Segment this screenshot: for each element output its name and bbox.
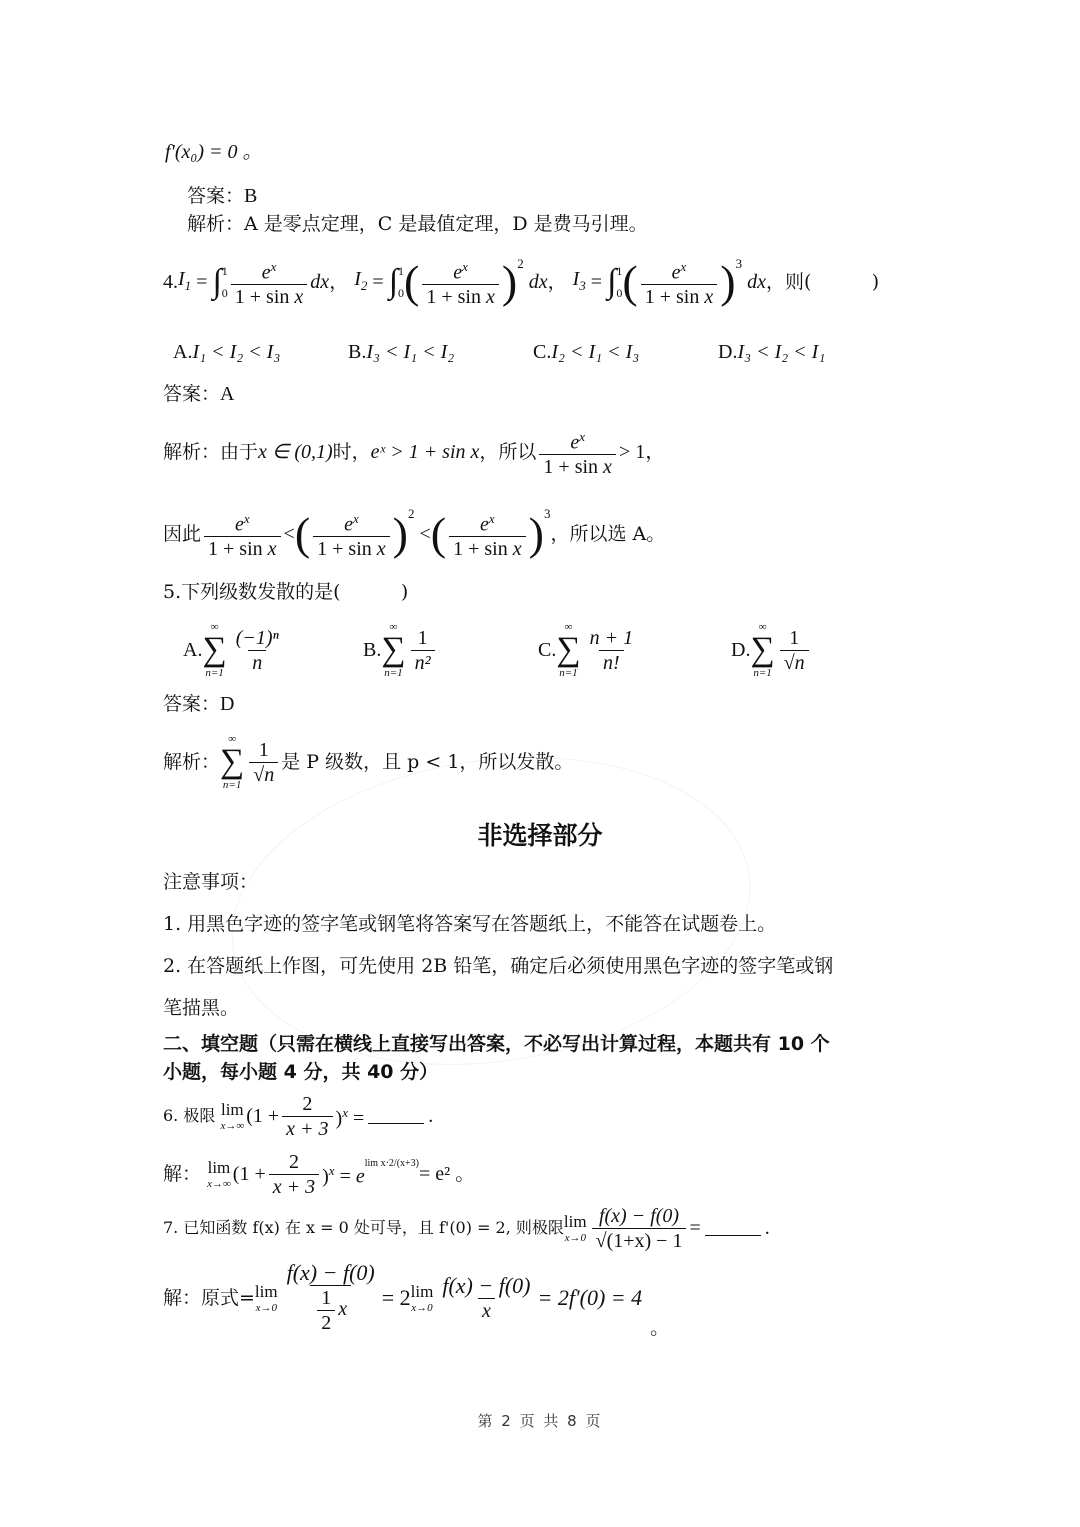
integral-icon: ∫ 1 0 [607, 263, 623, 300]
answer-label: 答案： [187, 185, 245, 207]
q5-option-a: A. ∞ ∑ n=1 $\frac{\text{(−1)ⁿ}}{n}$ [183, 621, 279, 679]
solution-label: 解：原式= [163, 1287, 255, 1309]
q4-analysis-2: 因此 $\frac{e^x}{\text{1 + sin x}}$ < ( $\frac{e^x}{\text{1 + sin x}}$ ) 2 < ( $\frac{e^x}{\text{1 + sin x}}$ ) 3 ，所以选 A。 [163, 506, 666, 561]
analysis-label: 解析： [187, 213, 245, 235]
q6-stem: 6. 极限 lim x→∞ (1 + $\frac{2}{x + 3}$ )$^x$ = . [163, 1092, 434, 1140]
analysis-math: > 1， [618, 441, 666, 463]
q7-result: = 2f'(0) = 4 [537, 1285, 643, 1310]
sigma-icon: ∞ ∑ n=1 [202, 621, 227, 679]
notice-1: 1. 用黑色字迹的签字笔或钢笔将答案写在答题纸上，不能答在试题卷上。 [163, 913, 777, 935]
page-footer: 第 2 页 共 8 页 [477, 1412, 603, 1430]
answer-value: D [220, 693, 235, 715]
q5-option-d: D. ∞ ∑ n=1 $\frac{1}{√n}$ [731, 620, 812, 680]
sigma-icon: ∞ ∑ n=1 [381, 621, 406, 679]
answer-label: 答案： [163, 383, 221, 405]
answer-blank[interactable] [368, 1109, 424, 1124]
analysis-text: 由于 [220, 441, 259, 463]
answer-value: B [244, 185, 258, 207]
q4-option-a: A.I₁ < I₂ < I₃ [173, 341, 281, 363]
q6-solution: 解： lim x→∞ (1 + $\frac{2}{x + 3}$ )$^x$ = e lim x·2/(x+3) = e² 。 [163, 1150, 476, 1198]
prev-answer [187, 184, 257, 208]
analysis-math: eˣ > 1 + sin x [370, 441, 480, 463]
analysis-text: 时， [332, 441, 371, 463]
analysis-label: 解析： [163, 751, 221, 773]
q5-option-b: B. ∞ ∑ n=1 $\frac{1}{\text{n²}}$ [363, 620, 438, 680]
q4-options [173, 340, 893, 364]
prev-analysis [187, 212, 648, 236]
analysis-text: 因此 [163, 523, 202, 545]
answer-blank[interactable] [705, 1221, 761, 1236]
sigma-icon: ∞ ∑ n=1 [750, 621, 775, 679]
part2-heading-cont: 小题，每小题 4 分，共 40 分） [163, 1061, 439, 1083]
q5-stem [163, 580, 408, 604]
notice-2: 2. 在答题纸上作图，可先使用 2B 铅笔，确定后必须使用黑色字迹的签字笔或钢 [163, 955, 834, 977]
prev-conclusion [165, 140, 262, 164]
prev-conclusion-text: f'(x₀) = 0 。 [165, 141, 263, 163]
analysis-text: ，所以 [479, 441, 537, 463]
q5-options [183, 620, 903, 680]
q4-tail: ，则( ) [765, 271, 880, 293]
solution-label: 解： [163, 1163, 202, 1185]
section-title: 非选择部分 [477, 821, 603, 850]
q5-analysis: 解析： ∞ ∑ n=1 $\frac{1}{√n}$ 是 P 级数，且 p < 1，所以发散。 [163, 733, 574, 791]
q4-stem: 4. $I_1$ = ∫ 1 0 $\frac{e^x}{\text{1 + sin x}}$ dx ， $I_2$ = ∫ 1 0 ( $\frac{e^x}{\text{1 + sin x}}$ ) 2 dx ， $I_3$ = ∫ 1 0 ( $\frac{e^x}{\text{1 + sin x}}$ ) 3 dx ，则( ) [163, 256, 880, 309]
analysis-math: x ∈ (0,1) [258, 441, 333, 463]
q4-analysis-1 [163, 424, 665, 480]
q4-option-d: D.I₃ < I₂ < I₁ [718, 341, 826, 363]
q4-option-b: B.I₃ < I₁ < I₂ [348, 341, 455, 363]
notice-2-cont: 笔描黑。 [163, 997, 240, 1019]
part2-heading: 二、填空题（只需在横线上直接写出答案，不必写出计算过程，本题共有 10 个 [163, 1033, 830, 1055]
q7-solution: 解：原式= lim x→0 f(x) − f(0) $\frac{1}{2}$ x = 2 lim x→0 $\frac{f(x) - f(0)}{x}$ = 2f'(0) = 4 。 [163, 1260, 670, 1339]
q4-option-c: C.I₂ < I₁ < I₃ [533, 341, 640, 363]
integral-icon: ∫ 1 0 [388, 263, 405, 300]
answer-value: A [220, 383, 235, 405]
notice-label: 注意事项： [163, 871, 259, 893]
q7-stem: 7. 已知函数 f(x) 在 x = 0 处可导，且 f'(0) = 2, 则极限 lim x→0 $\frac{f(x) - f(0)}{√(1+x) - 1}$ = . [163, 1204, 770, 1252]
q5-answer [163, 692, 234, 716]
sigma-icon: ∞ ∑ n=1 [556, 621, 581, 679]
analysis-text: ，所以选 A。 [550, 523, 666, 545]
sigma-icon: ∞ ∑ n=1 [220, 733, 245, 791]
integral-icon: ∫ 1 0 [212, 263, 228, 300]
q7-mid: = 2 [381, 1285, 411, 1310]
period: 。 [650, 1317, 670, 1339]
q6-result: = e² 。 [419, 1163, 476, 1185]
answer-label: 答案： [163, 693, 221, 715]
q4-answer [163, 382, 234, 406]
fraction: $\frac{e^x}{\text{1 + sin x}}$ [539, 425, 616, 480]
q4-number: 4. [163, 271, 178, 293]
q6-stem-text: 6. 极限 [163, 1106, 216, 1125]
analysis-text: A 是零点定理，C 是最值定理，D 是费马引理。 [244, 213, 648, 235]
q7-stem-text: 7. 已知函数 f(x) 在 x = 0 处可导，且 f'(0) = 2, 则极限 [163, 1218, 564, 1237]
q5-option-c: C. ∞ ∑ n=1 $\frac{n + 1}{n!}$ [538, 621, 634, 679]
q5-stem-text: 5.下列级数发散的是( ) [163, 581, 409, 603]
analysis-text: 是 P 级数，且 p < 1，所以发散。 [281, 751, 574, 773]
analysis-label: 解析： [163, 441, 221, 463]
